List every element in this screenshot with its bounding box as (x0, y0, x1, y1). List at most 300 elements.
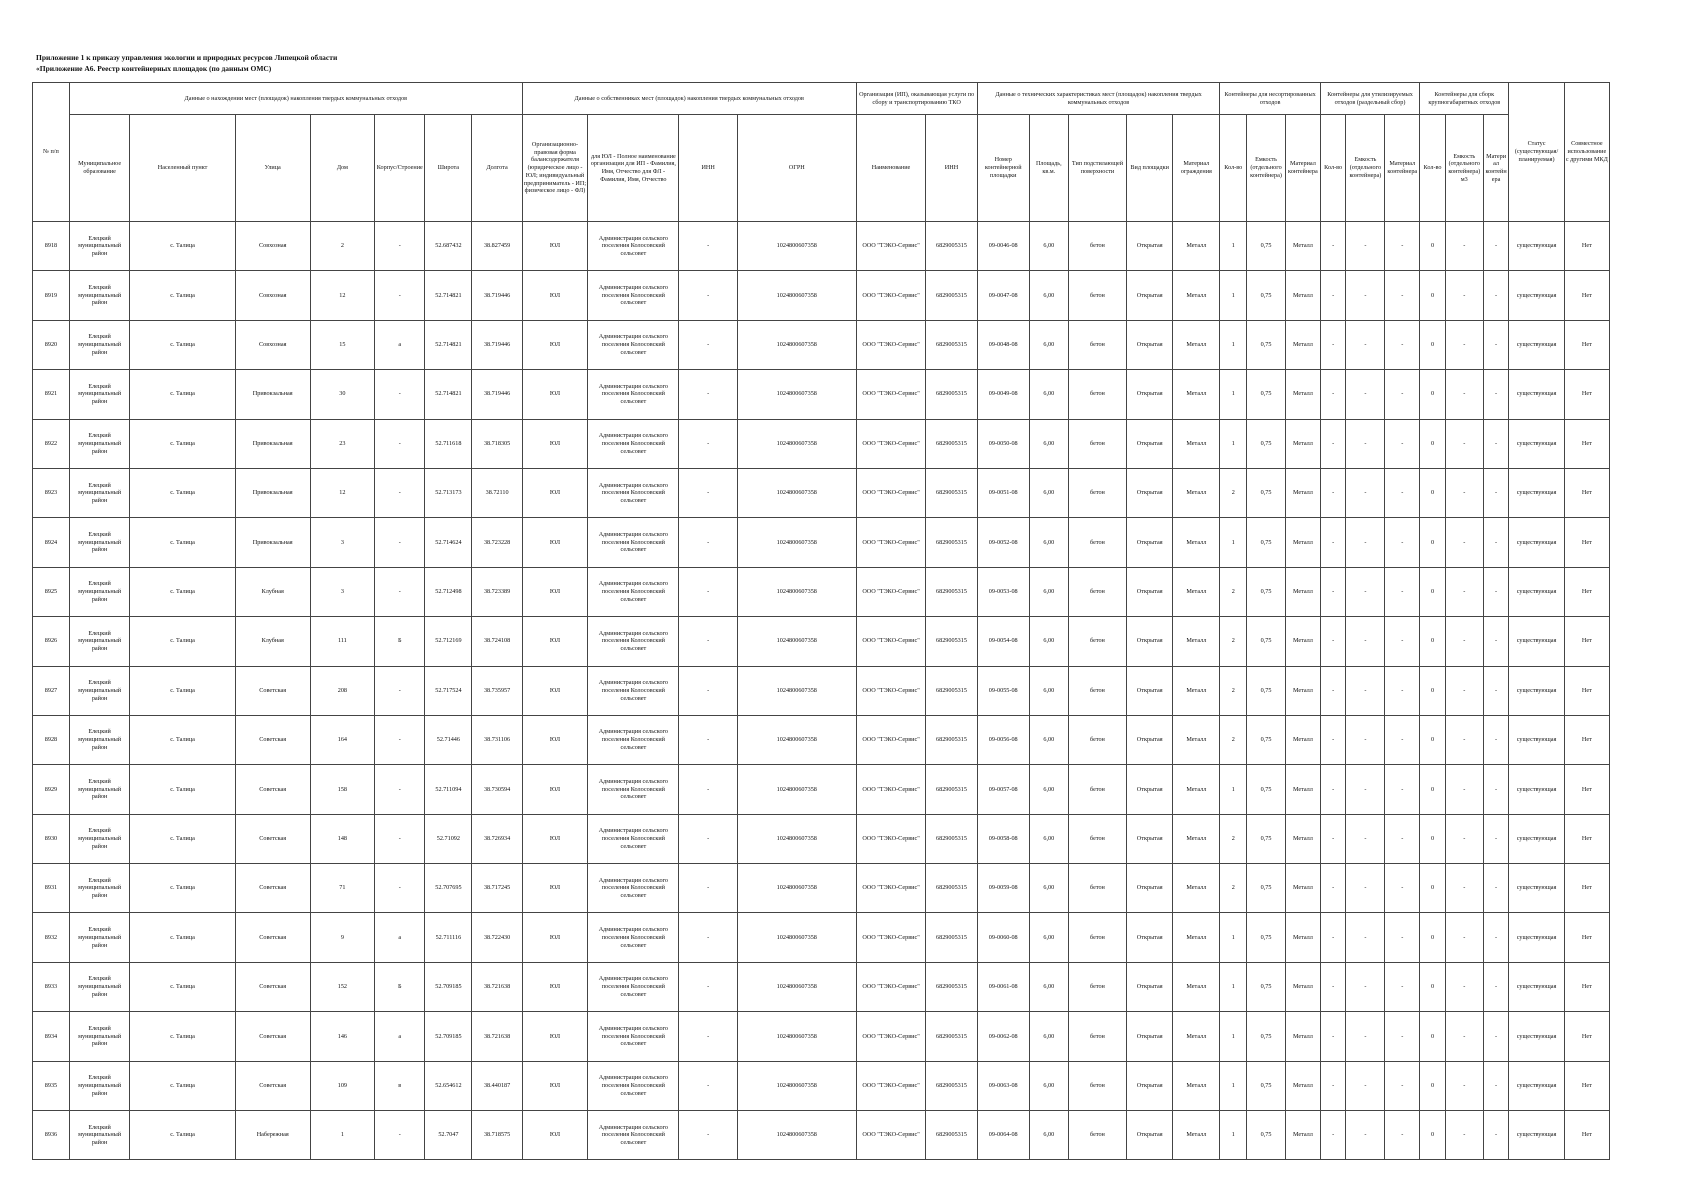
cell-fence-material: Металл (1173, 419, 1220, 468)
table-row (33, 1111, 1610, 1160)
cell-house: 148 (310, 814, 375, 863)
cell-unsorted-material: Металл (1285, 864, 1320, 913)
cell-bulky-qty: 0 (1420, 518, 1446, 567)
cell-owner-ogrn: 1024800607358 (737, 271, 856, 320)
cell-owner-ogrn: 1024800607358 (737, 715, 856, 764)
cell-owner-ogrn: 1024800607358 (737, 617, 856, 666)
cell-row-number: 8935 (33, 1061, 70, 1110)
cell-settlement: с. Талица (130, 419, 236, 468)
cell-owner-name: Администрация сельского поселения Колосовский сельсовет (588, 617, 679, 666)
cell-site-number: 09-0057-08 (977, 765, 1029, 814)
cell-owner-ogrn: 1024800607358 (737, 518, 856, 567)
cell-owner-name: Администрация сельского поселения Колосовский сельсовет (588, 1012, 679, 1061)
cell-settlement: с. Талица (130, 864, 236, 913)
header-recyclable-material: Материал контейнера (1385, 115, 1420, 222)
cell-row-number: 8932 (33, 913, 70, 962)
cell-house: 12 (310, 271, 375, 320)
cell-fence-material: Металл (1173, 271, 1220, 320)
cell-row-number: 8936 (33, 1111, 70, 1160)
header-municipality: Муниципальное образование (69, 115, 129, 222)
cell-recyclable-material: - (1385, 814, 1420, 863)
cell-owner-name: Администрация сельского поселения Колосовский сельсовет (588, 271, 679, 320)
cell-bulky-capacity: - (1445, 468, 1483, 517)
cell-municipality: Елецкий муниципальный район (69, 518, 129, 567)
cell-longitude: 38.719446 (472, 271, 522, 320)
cell-owner-ogrn: 1024800607358 (737, 1012, 856, 1061)
cell-recyclable-qty: - (1320, 518, 1346, 567)
cell-operator-name: ООО "ТЭКО-Сервис" (856, 1061, 926, 1110)
cell-unsorted-material: Металл (1285, 1012, 1320, 1061)
cell-surface-type: бетон (1068, 913, 1126, 962)
cell-unsorted-material: Металл (1285, 913, 1320, 962)
cell-street: Советская (235, 765, 310, 814)
cell-building: - (375, 864, 425, 913)
cell-bulky-capacity: - (1445, 271, 1483, 320)
cell-unsorted-qty: 2 (1220, 864, 1247, 913)
cell-longitude: 38.718575 (472, 1111, 522, 1160)
cell-owner-name: Администрация сельского поселения Колосовский сельсовет (588, 814, 679, 863)
cell-bulky-qty: 0 (1420, 271, 1446, 320)
cell-bulky-capacity: - (1445, 1061, 1483, 1110)
cell-shared-use: Нет (1564, 518, 1609, 567)
cell-bulky-qty: 0 (1420, 765, 1446, 814)
cell-unsorted-capacity: 0,75 (1247, 666, 1286, 715)
cell-recyclable-capacity: - (1346, 962, 1385, 1011)
cell-legal-form: ЮЛ (522, 666, 588, 715)
cell-site-type: Открытая (1127, 814, 1173, 863)
cell-status: существующая (1509, 814, 1564, 863)
cell-bulky-capacity: - (1445, 617, 1483, 666)
cell-building: а (375, 913, 425, 962)
cell-site-type: Открытая (1127, 864, 1173, 913)
cell-area: 6,00 (1029, 271, 1068, 320)
header-owners-group: Данные о собственниках мест (площадок) накопления твердых коммунальных отходов (522, 83, 856, 115)
cell-unsorted-capacity: 0,75 (1247, 271, 1286, 320)
cell-bulky-capacity: - (1445, 222, 1483, 271)
cell-operator-inn: 6829005315 (926, 913, 977, 962)
cell-unsorted-capacity: 0,75 (1247, 567, 1286, 616)
cell-settlement: с. Талица (130, 320, 236, 369)
cell-operator-name: ООО "ТЭКО-Сервис" (856, 1012, 926, 1061)
cell-owner-ogrn: 1024800607358 (737, 666, 856, 715)
cell-unsorted-capacity: 0,75 (1247, 765, 1286, 814)
cell-building: - (375, 370, 425, 419)
cell-house: 146 (310, 1012, 375, 1061)
cell-building: - (375, 666, 425, 715)
cell-street: Советская (235, 962, 310, 1011)
cell-house: 71 (310, 864, 375, 913)
cell-site-number: 09-0050-08 (977, 419, 1029, 468)
cell-municipality: Елецкий муниципальный район (69, 419, 129, 468)
cell-operator-name: ООО "ТЭКО-Сервис" (856, 715, 926, 764)
cell-street: Совхозная (235, 271, 310, 320)
cell-legal-form: ЮЛ (522, 913, 588, 962)
cell-bulky-qty: 0 (1420, 913, 1446, 962)
cell-operator-name: ООО "ТЭКО-Сервис" (856, 864, 926, 913)
header-status: Статус (существующая/ планируемая) (1509, 83, 1564, 222)
cell-shared-use: Нет (1564, 468, 1609, 517)
cell-recyclable-qty: - (1320, 222, 1346, 271)
cell-bulky-material: - (1483, 1111, 1509, 1160)
cell-bulky-qty: 0 (1420, 814, 1446, 863)
table-row (33, 765, 1610, 814)
header-operator-group: Организация (ИП), оказывающая услуги по сбору и транспортированию ТКО (856, 83, 977, 115)
cell-row-number: 8927 (33, 666, 70, 715)
cell-longitude: 38.72110 (472, 468, 522, 517)
cell-building: - (375, 468, 425, 517)
cell-recyclable-material: - (1385, 666, 1420, 715)
table-row (33, 913, 1610, 962)
cell-settlement: с. Талица (130, 1111, 236, 1160)
cell-site-number: 09-0062-08 (977, 1012, 1029, 1061)
header-bulky-qty: Кол-во (1420, 115, 1446, 222)
header-bulky-capacity: Емкость (отдельного контейнера) м3 (1445, 115, 1483, 222)
cell-recyclable-capacity: - (1346, 814, 1385, 863)
cell-shared-use: Нет (1564, 320, 1609, 369)
cell-row-number: 8919 (33, 271, 70, 320)
cell-site-number: 09-0053-08 (977, 567, 1029, 616)
cell-legal-form: ЮЛ (522, 468, 588, 517)
cell-owner-inn: - (679, 666, 737, 715)
cell-bulky-qty: 0 (1420, 370, 1446, 419)
cell-building: - (375, 765, 425, 814)
header-row-number: № п/п (33, 83, 70, 222)
table-row (33, 1012, 1610, 1061)
cell-surface-type: бетон (1068, 222, 1126, 271)
cell-site-number: 09-0064-08 (977, 1111, 1029, 1160)
cell-site-type: Открытая (1127, 1111, 1173, 1160)
cell-area: 6,00 (1029, 567, 1068, 616)
cell-row-number: 8921 (33, 370, 70, 419)
cell-surface-type: бетон (1068, 567, 1126, 616)
cell-shared-use: Нет (1564, 864, 1609, 913)
cell-row-number: 8918 (33, 222, 70, 271)
cell-unsorted-qty: 2 (1220, 468, 1247, 517)
cell-area: 6,00 (1029, 222, 1068, 271)
cell-fence-material: Металл (1173, 567, 1220, 616)
cell-area: 6,00 (1029, 1061, 1068, 1110)
cell-unsorted-material: Металл (1285, 715, 1320, 764)
cell-recyclable-material: - (1385, 370, 1420, 419)
cell-legal-form: ЮЛ (522, 518, 588, 567)
cell-status: существующая (1509, 864, 1564, 913)
cell-operator-inn: 6829005315 (926, 271, 977, 320)
cell-municipality: Елецкий муниципальный район (69, 222, 129, 271)
cell-shared-use: Нет (1564, 1012, 1609, 1061)
cell-unsorted-material: Металл (1285, 320, 1320, 369)
cell-unsorted-capacity: 0,75 (1247, 814, 1286, 863)
cell-recyclable-capacity: - (1346, 765, 1385, 814)
cell-unsorted-capacity: 0,75 (1247, 962, 1286, 1011)
cell-site-number: 09-0049-08 (977, 370, 1029, 419)
cell-fence-material: Металл (1173, 913, 1220, 962)
cell-settlement: с. Талица (130, 715, 236, 764)
table-group-header-row (33, 83, 1610, 115)
cell-operator-name: ООО "ТЭКО-Сервис" (856, 666, 926, 715)
cell-latitude: 52.711116 (425, 913, 472, 962)
cell-building: - (375, 271, 425, 320)
cell-status: существующая (1509, 666, 1564, 715)
cell-status: существующая (1509, 370, 1564, 419)
cell-surface-type: бетон (1068, 715, 1126, 764)
table-row (33, 567, 1610, 616)
header-location-group: Данные о нахождении мест (площадок) накопления твердых коммунальных отходов (69, 83, 522, 115)
cell-unsorted-material: Металл (1285, 814, 1320, 863)
cell-status: существующая (1509, 617, 1564, 666)
cell-recyclable-qty: - (1320, 864, 1346, 913)
cell-building: а (375, 1012, 425, 1061)
cell-street: Советская (235, 715, 310, 764)
cell-status: существующая (1509, 962, 1564, 1011)
cell-unsorted-qty: 1 (1220, 222, 1247, 271)
cell-latitude: 52.713173 (425, 468, 472, 517)
cell-shared-use: Нет (1564, 715, 1609, 764)
cell-bulky-material: - (1483, 1012, 1509, 1061)
table-row (33, 320, 1610, 369)
cell-longitude: 38.718305 (472, 419, 522, 468)
cell-owner-name: Администрация сельского поселения Колосовский сельсовет (588, 864, 679, 913)
cell-row-number: 8933 (33, 962, 70, 1011)
cell-bulky-qty: 0 (1420, 567, 1446, 616)
cell-site-number: 09-0058-08 (977, 814, 1029, 863)
cell-owner-ogrn: 1024800607358 (737, 913, 856, 962)
cell-street: Набережная (235, 1111, 310, 1160)
cell-bulky-capacity: - (1445, 419, 1483, 468)
cell-site-type: Открытая (1127, 913, 1173, 962)
cell-site-type: Открытая (1127, 320, 1173, 369)
cell-longitude: 38.730594 (472, 765, 522, 814)
cell-bulky-qty: 0 (1420, 666, 1446, 715)
cell-owner-name: Администрация сельского поселения Колосовский сельсовет (588, 518, 679, 567)
table-row (33, 1061, 1610, 1110)
cell-bulky-qty: 0 (1420, 962, 1446, 1011)
cell-bulky-qty: 0 (1420, 715, 1446, 764)
cell-recyclable-material: - (1385, 271, 1420, 320)
cell-owner-name: Администрация сельского поселения Колосовский сельсовет (588, 1111, 679, 1160)
cell-owner-ogrn: 1024800607358 (737, 222, 856, 271)
cell-settlement: с. Талица (130, 617, 236, 666)
cell-row-number: 8920 (33, 320, 70, 369)
cell-status: существующая (1509, 567, 1564, 616)
cell-building: а (375, 320, 425, 369)
cell-shared-use: Нет (1564, 913, 1609, 962)
cell-site-number: 09-0056-08 (977, 715, 1029, 764)
cell-shared-use: Нет (1564, 765, 1609, 814)
cell-owner-inn: - (679, 814, 737, 863)
cell-owner-inn: - (679, 1012, 737, 1061)
cell-site-type: Открытая (1127, 1061, 1173, 1110)
cell-recyclable-qty: - (1320, 320, 1346, 369)
cell-owner-name: Администрация сельского поселения Колосовский сельсовет (588, 715, 679, 764)
cell-owner-name: Администрация сельского поселения Колосовский сельсовет (588, 962, 679, 1011)
cell-unsorted-material: Металл (1285, 419, 1320, 468)
cell-owner-inn: - (679, 1111, 737, 1160)
cell-unsorted-capacity: 0,75 (1247, 1111, 1286, 1160)
cell-shared-use: Нет (1564, 419, 1609, 468)
cell-owner-inn: - (679, 468, 737, 517)
cell-unsorted-qty: 2 (1220, 567, 1247, 616)
cell-latitude: 52.714821 (425, 320, 472, 369)
cell-longitude: 38.721638 (472, 1012, 522, 1061)
cell-bulky-capacity: - (1445, 814, 1483, 863)
cell-operator-name: ООО "ТЭКО-Сервис" (856, 962, 926, 1011)
table-row (33, 271, 1610, 320)
cell-building: - (375, 814, 425, 863)
cell-house: 158 (310, 765, 375, 814)
cell-settlement: с. Талица (130, 666, 236, 715)
cell-operator-inn: 6829005315 (926, 468, 977, 517)
cell-operator-inn: 6829005315 (926, 419, 977, 468)
cell-municipality: Елецкий муниципальный район (69, 320, 129, 369)
cell-unsorted-qty: 1 (1220, 320, 1247, 369)
header-unsorted-containers-group: Контейнеры для несортированных отходов (1220, 83, 1320, 115)
cell-site-number: 09-0046-08 (977, 222, 1029, 271)
cell-owner-inn: - (679, 370, 737, 419)
cell-site-number: 09-0055-08 (977, 666, 1029, 715)
cell-recyclable-capacity: - (1346, 1111, 1385, 1160)
table-row (33, 864, 1610, 913)
table-row (33, 962, 1610, 1011)
cell-recyclable-qty: - (1320, 913, 1346, 962)
cell-street: Советская (235, 666, 310, 715)
cell-unsorted-qty: 1 (1220, 765, 1247, 814)
header-shared-use: Совместное использование с другими МКД (1564, 83, 1609, 222)
cell-unsorted-material: Металл (1285, 962, 1320, 1011)
cell-bulky-material: - (1483, 962, 1509, 1011)
cell-municipality: Елецкий муниципальный район (69, 1111, 129, 1160)
cell-unsorted-qty: 1 (1220, 1111, 1247, 1160)
cell-legal-form: ЮЛ (522, 715, 588, 764)
cell-bulky-qty: 0 (1420, 1111, 1446, 1160)
header-operator-name: Наименование (856, 115, 926, 222)
cell-house: 3 (310, 567, 375, 616)
cell-surface-type: бетон (1068, 617, 1126, 666)
cell-municipality: Елецкий муниципальный район (69, 715, 129, 764)
cell-operator-inn: 6829005315 (926, 370, 977, 419)
cell-unsorted-qty: 1 (1220, 1061, 1247, 1110)
cell-site-type: Открытая (1127, 715, 1173, 764)
cell-fence-material: Металл (1173, 370, 1220, 419)
cell-owner-inn: - (679, 419, 737, 468)
cell-recyclable-qty: - (1320, 419, 1346, 468)
document-title-line-2: «Приложение А6. Реестр контейнерных площадок (по данным ОМС) (36, 64, 272, 73)
cell-street: Советская (235, 1061, 310, 1110)
cell-house: 9 (310, 913, 375, 962)
cell-bulky-qty: 0 (1420, 864, 1446, 913)
cell-legal-form: ЮЛ (522, 1061, 588, 1110)
cell-latitude: 52.709185 (425, 1012, 472, 1061)
table-row (33, 370, 1610, 419)
cell-operator-inn: 6829005315 (926, 666, 977, 715)
header-recyclable-containers-group: Контейнеры для утилизируемых отходов (раздельный сбор) (1320, 83, 1419, 115)
cell-bulky-capacity: - (1445, 864, 1483, 913)
cell-recyclable-material: - (1385, 1061, 1420, 1110)
document-title-block (36, 52, 337, 74)
cell-recyclable-material: - (1385, 962, 1420, 1011)
cell-operator-inn: 6829005315 (926, 567, 977, 616)
cell-bulky-material: - (1483, 320, 1509, 369)
cell-latitude: 52.717524 (425, 666, 472, 715)
cell-recyclable-qty: - (1320, 567, 1346, 616)
cell-unsorted-material: Металл (1285, 271, 1320, 320)
cell-bulky-material: - (1483, 468, 1509, 517)
cell-recyclable-material: - (1385, 765, 1420, 814)
cell-legal-form: ЮЛ (522, 320, 588, 369)
cell-area: 6,00 (1029, 962, 1068, 1011)
cell-area: 6,00 (1029, 518, 1068, 567)
header-bulky-containers-group: Контейнеры для сборк крупногабаритных отходов (1420, 83, 1509, 115)
cell-operator-inn: 6829005315 (926, 715, 977, 764)
cell-bulky-material: - (1483, 419, 1509, 468)
cell-bulky-material: - (1483, 814, 1509, 863)
cell-site-type: Открытая (1127, 518, 1173, 567)
header-site-type: Вид площадки (1127, 115, 1173, 222)
cell-legal-form: ЮЛ (522, 617, 588, 666)
cell-longitude: 38.440187 (472, 1061, 522, 1110)
cell-row-number: 8924 (33, 518, 70, 567)
cell-owner-ogrn: 1024800607358 (737, 962, 856, 1011)
cell-site-number: 09-0063-08 (977, 1061, 1029, 1110)
cell-municipality: Елецкий муниципальный район (69, 1012, 129, 1061)
cell-unsorted-material: Металл (1285, 518, 1320, 567)
cell-surface-type: бетон (1068, 1061, 1126, 1110)
cell-recyclable-capacity: - (1346, 222, 1385, 271)
cell-area: 6,00 (1029, 765, 1068, 814)
cell-legal-form: ЮЛ (522, 962, 588, 1011)
cell-recyclable-capacity: - (1346, 715, 1385, 764)
cell-owner-name: Администрация сельского поселения Колосовский сельсовет (588, 370, 679, 419)
cell-municipality: Елецкий муниципальный район (69, 666, 129, 715)
cell-bulky-material: - (1483, 222, 1509, 271)
cell-operator-name: ООО "ТЭКО-Сервис" (856, 765, 926, 814)
header-recyclable-capacity: Емкость (отдельного контейнера) (1346, 115, 1385, 222)
cell-unsorted-qty: 2 (1220, 715, 1247, 764)
table-row (33, 666, 1610, 715)
cell-fence-material: Металл (1173, 962, 1220, 1011)
cell-legal-form: ЮЛ (522, 370, 588, 419)
cell-house: 15 (310, 320, 375, 369)
cell-status: существующая (1509, 1012, 1564, 1061)
cell-site-number: 09-0048-08 (977, 320, 1029, 369)
cell-settlement: с. Талица (130, 765, 236, 814)
cell-bulky-material: - (1483, 271, 1509, 320)
cell-operator-name: ООО "ТЭКО-Сервис" (856, 617, 926, 666)
cell-owner-inn: - (679, 320, 737, 369)
cell-bulky-capacity: - (1445, 370, 1483, 419)
cell-operator-inn: 6829005315 (926, 1012, 977, 1061)
cell-bulky-material: - (1483, 715, 1509, 764)
cell-recyclable-material: - (1385, 864, 1420, 913)
cell-fence-material: Металл (1173, 765, 1220, 814)
cell-bulky-material: - (1483, 567, 1509, 616)
cell-unsorted-qty: 2 (1220, 617, 1247, 666)
cell-area: 6,00 (1029, 864, 1068, 913)
cell-unsorted-qty: 1 (1220, 913, 1247, 962)
cell-house: 23 (310, 419, 375, 468)
cell-longitude: 38.717245 (472, 864, 522, 913)
cell-owner-ogrn: 1024800607358 (737, 814, 856, 863)
cell-legal-form: ЮЛ (522, 419, 588, 468)
cell-settlement: с. Талица (130, 913, 236, 962)
cell-settlement: с. Талица (130, 567, 236, 616)
header-owner-name: для ЮЛ - Полное наименование организации для ИП - Фамилия, Имя, Отчество для ФЛ - Фамилия, Имя, Отчество (588, 115, 679, 222)
cell-bulky-capacity: - (1445, 715, 1483, 764)
cell-site-type: Открытая (1127, 962, 1173, 1011)
cell-recyclable-material: - (1385, 567, 1420, 616)
cell-recyclable-capacity: - (1346, 864, 1385, 913)
cell-surface-type: бетон (1068, 765, 1126, 814)
cell-longitude: 38.731106 (472, 715, 522, 764)
